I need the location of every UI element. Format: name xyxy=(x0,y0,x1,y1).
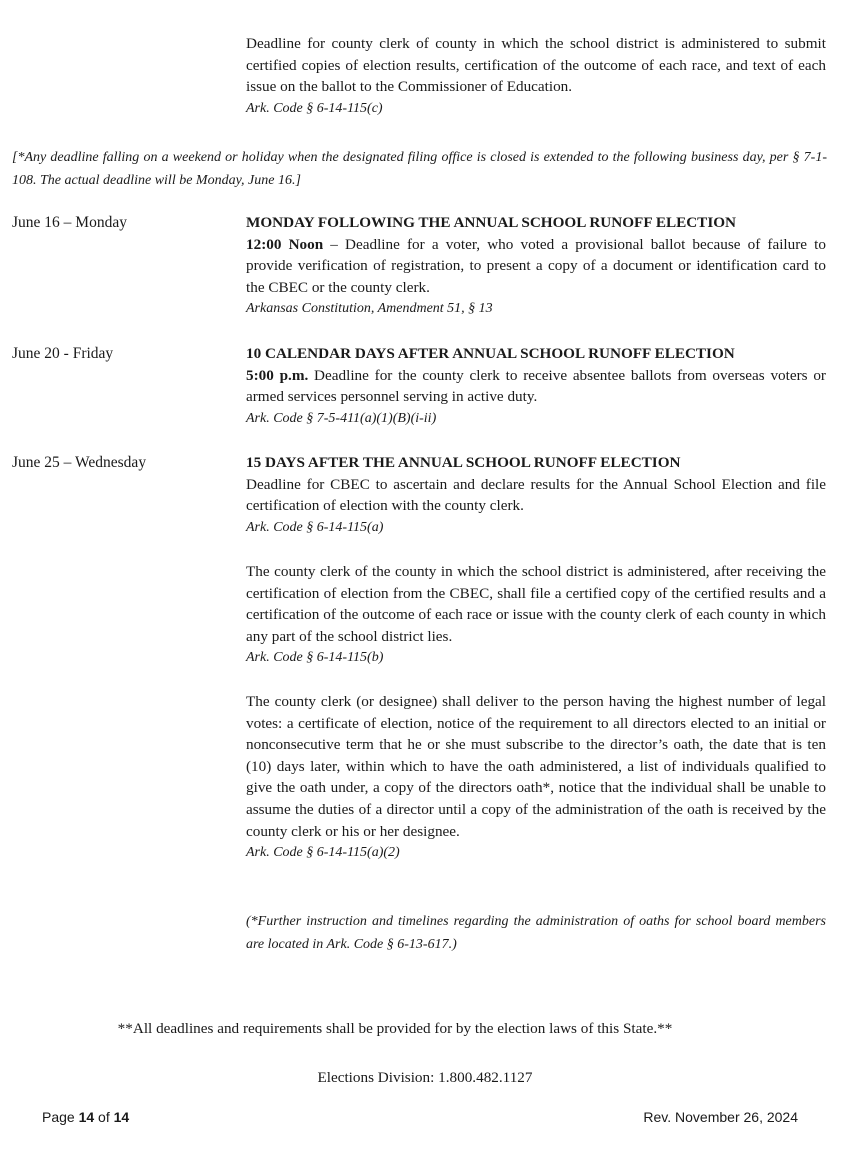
revision-date: Rev. November 26, 2024 xyxy=(643,1109,798,1125)
entry-text: Deadline for CBEC to ascertain and declare results for the Annual School Election and file certification of election with the county clerk. xyxy=(246,475,826,515)
entry-citation: Arkansas Constitution, Amendment 51, § 13 xyxy=(246,301,493,317)
entry-citation: Ark. Code § 6-14-115(a) xyxy=(246,519,384,535)
entry-time: 5:00 p.m. xyxy=(246,366,309,384)
paragraph-text: The county clerk of the county in which the school district is administered, after receiving the certification of election from the CBEC, shall file a certified copy of the certified results and a certification of the outcome of each race or issue with the county clerk of each county in which any part of the school district lies. xyxy=(246,563,826,645)
entry-text xyxy=(246,365,826,408)
entry-description: Deadline for the county clerk to receive absentee ballots from overseas voters or armed services personnel serving in active duty. xyxy=(246,366,826,406)
entry-citation: Ark. Code § 7-5-411(a)(1)(B)(i-ii) xyxy=(246,410,437,426)
election-laws-note: **All deadlines and requirements shall be provided for by the election laws of this State.** xyxy=(117,1020,673,1037)
top-deadline-text: Deadline for county clerk of county in which the school district is administered to submit certified copies of election results, certification of the outcome of each race, and text of each issue on the ballot to the Commissioner of Education. xyxy=(246,35,826,96)
elections-division-phone: Elections Division: 1.800.482.1127 xyxy=(317,1069,533,1086)
paragraph-citation: Ark. Code § 6-14-115(a)(2) xyxy=(246,845,400,861)
certificate-delivery-paragraph xyxy=(246,691,826,864)
weekend-holiday-note: [*Any deadline falling on a weekend or holiday when the designated filing office is closed is extended to the following business day, per § 7-1-108. The actual deadline will be Monday, June 16.] xyxy=(12,150,827,188)
date-label-june-16: June 16 – Monday xyxy=(12,214,127,231)
county-clerk-filing-paragraph xyxy=(246,561,826,669)
page-current: 14 xyxy=(78,1109,95,1125)
entry-text xyxy=(246,234,826,299)
entry-june-25 xyxy=(246,452,826,538)
page-prefix: Page xyxy=(42,1109,79,1125)
paragraph-text: The county clerk (or designee) shall deliver to the person having the highest number of legal votes: a certificate of election, notice of the requirement to all directors elected to an initial or nonconsecutive term that he or she must subscribe to the director’s oath, the date that is ten (10) days later, within which to have the oath administered, a list of individuals qualified to give the oath under, a copy of the directors oath*, notice that the individual shall be unable to assume the duties of a director until a copy of the administration of the oath is received by the county clerk or his or her designee. xyxy=(246,693,826,840)
top-deadline-block xyxy=(246,33,826,119)
page-total: 14 xyxy=(113,1109,130,1125)
entry-june-20 xyxy=(246,343,826,429)
entry-description: – Deadline for a voter, who voted a provisional ballot because of failure to provide verification of registration, to present a copy of a document or identification card to the CBEC or the county clerk. xyxy=(246,235,826,296)
entry-heading: 10 CALENDAR DAYS AFTER ANNUAL SCHOOL RUNOFF ELECTION xyxy=(246,345,735,362)
page-number xyxy=(42,1109,129,1125)
page-of: of xyxy=(94,1109,114,1125)
top-deadline-citation: Ark. Code § 6-14-115(c) xyxy=(246,100,383,116)
entry-heading: MONDAY FOLLOWING THE ANNUAL SCHOOL RUNOFF ELECTION xyxy=(246,214,737,231)
entry-time: 12:00 Noon xyxy=(246,235,324,253)
oath-instruction-note: (*Further instruction and timelines regarding the administration of oaths for school board members are located in Ark. Code § 6-13-617.) xyxy=(246,914,826,952)
date-label-june-20: June 20 - Friday xyxy=(12,345,114,362)
paragraph-citation: Ark. Code § 6-14-115(b) xyxy=(246,650,384,666)
date-label-june-25: June 25 – Wednesday xyxy=(12,454,147,471)
entry-heading: 15 DAYS AFTER THE ANNUAL SCHOOL RUNOFF ELECTION xyxy=(246,454,681,471)
entry-june-16 xyxy=(246,212,826,320)
